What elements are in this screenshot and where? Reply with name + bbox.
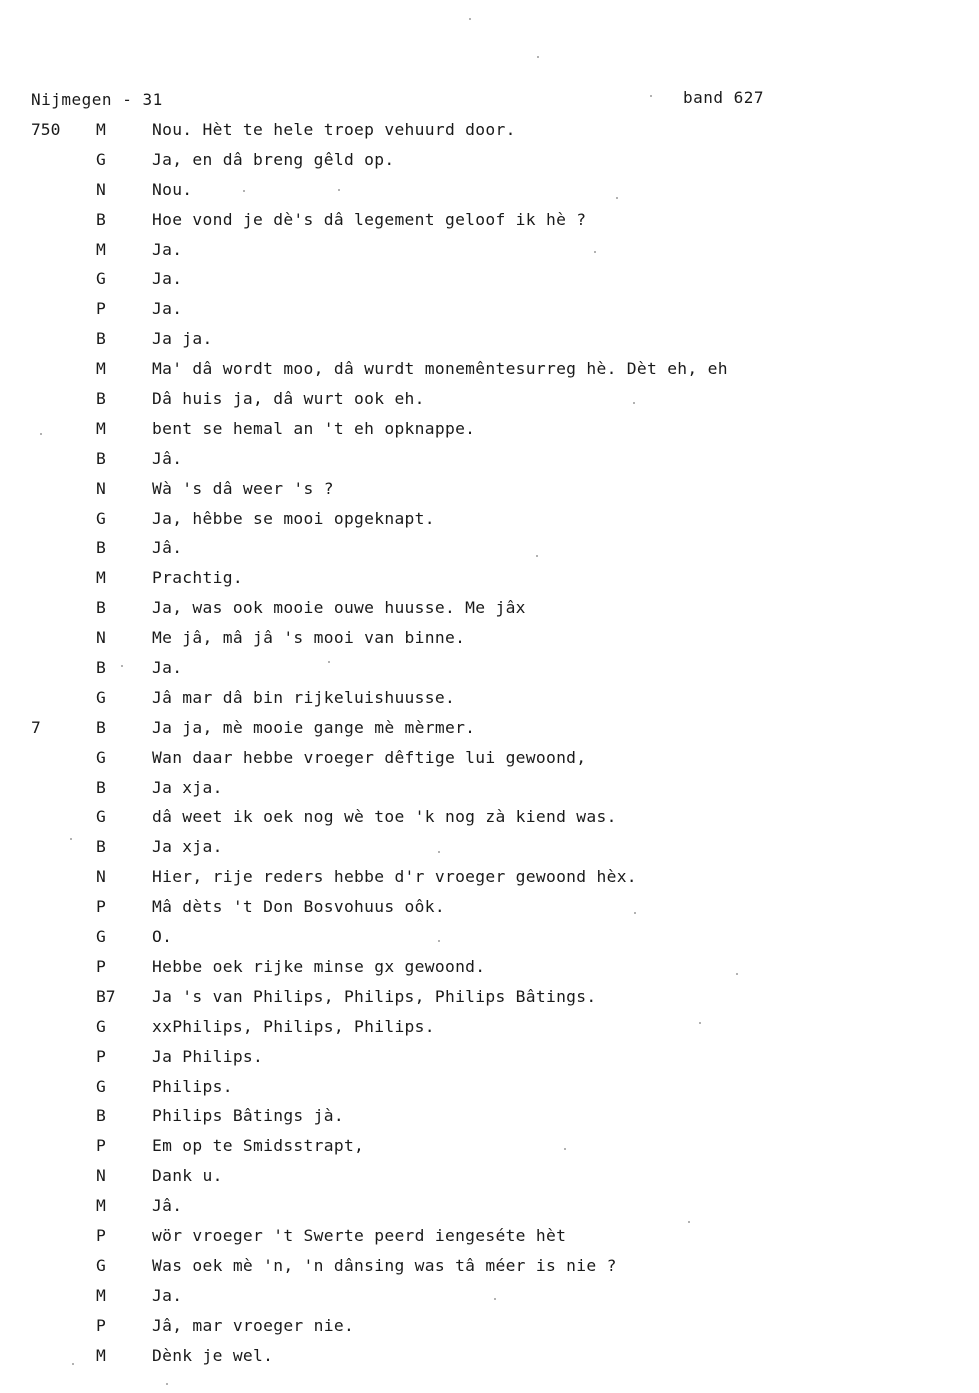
speaker-code: M <box>96 418 106 438</box>
utterance-text: Hebbe oek rijke minse gx gewoond. <box>152 956 486 976</box>
utterance-text: Jâ mar dâ bin rijkeluishuusse. <box>152 687 456 707</box>
utterance-text: Ja xja. <box>152 777 223 797</box>
utterance-text: Jâ. <box>152 1196 183 1216</box>
speaker-code: P <box>96 1136 106 1156</box>
speaker-code: B <box>96 777 106 797</box>
transcript-line <box>0 836 979 866</box>
speaker-code: G <box>96 687 106 707</box>
utterance-text: Ja Philips. <box>152 1046 264 1066</box>
transcript-line <box>0 777 979 807</box>
speaker-code: B <box>96 598 106 618</box>
utterance-text: Ma' dâ wordt moo, dâ wurdt monemêntesurreg hè. Dèt eh, eh <box>152 359 728 379</box>
utterance-text: Me jâ, mâ jâ 's mooi van binne. <box>152 628 466 648</box>
transcript-line <box>0 1345 979 1375</box>
utterance-text: Jâ. <box>152 538 183 558</box>
utterance-text: Ja, en dâ breng gêld op. <box>152 149 395 169</box>
transcript-line <box>0 1105 979 1135</box>
utterance-text: Dènk je wel. <box>152 1345 274 1365</box>
transcript-line <box>0 896 979 926</box>
transcript-line <box>0 119 979 149</box>
transcript-line <box>0 478 979 508</box>
transcript-line <box>0 448 979 478</box>
speaker-code: G <box>96 747 106 767</box>
line-number: 7 <box>31 717 41 737</box>
speaker-code: B <box>96 389 106 409</box>
speaker-code: N <box>96 179 106 199</box>
utterance-text: Dâ huis ja, dâ wurt ook eh. <box>152 389 425 409</box>
utterance-text: Wan daar hebbe vroeger dêftige lui gewoond, <box>152 747 587 767</box>
speaker-code: M <box>96 568 106 588</box>
speaker-code: B7 <box>96 986 116 1006</box>
transcript-line <box>0 537 979 567</box>
transcript-line <box>0 508 979 538</box>
speaker-code: P <box>96 1225 106 1245</box>
utterance-text: Ja. <box>152 269 183 289</box>
utterance-text: Ja. <box>152 658 183 678</box>
utterance-text: Nou. <box>152 179 193 199</box>
speaker-code: P <box>96 897 106 917</box>
utterance-text: Wà 's dâ weer 's ? <box>152 478 334 498</box>
transcript-line <box>0 1255 979 1285</box>
speaker-code: G <box>96 508 106 528</box>
utterance-text: Mâ dèts 't Don Bosvohuus oôk. <box>152 897 445 917</box>
speaker-code: M <box>96 1285 106 1305</box>
speaker-code: G <box>96 1016 106 1036</box>
utterance-text: Dank u. <box>152 1166 223 1186</box>
page-header-tape: band 627 <box>683 88 765 107</box>
speaker-code: N <box>96 478 106 498</box>
utterance-text: Ja xja. <box>152 837 223 857</box>
speaker-code: M <box>96 120 106 139</box>
transcript-line <box>0 1016 979 1046</box>
utterance-text: O. <box>152 927 173 947</box>
page-header-location: Nijmegen - 31 <box>31 90 163 109</box>
speaker-code: B <box>96 209 106 229</box>
utterance-text: bent se hemal an 't eh opknappe. <box>152 418 476 438</box>
transcript-line <box>0 627 979 657</box>
speaker-code: P <box>96 956 106 976</box>
speaker-code: N <box>96 867 106 887</box>
utterance-text: Prachtig. <box>152 568 243 588</box>
speaker-code: M <box>96 1196 106 1216</box>
speaker-code: P <box>96 299 106 319</box>
utterance-text: dâ weet ik oek nog wè toe 'k nog zà kiend was. <box>152 807 617 827</box>
utterance-text: Ja. <box>152 239 183 259</box>
transcript-line <box>0 567 979 597</box>
transcript-line <box>0 239 979 269</box>
utterance-text: Philips. <box>152 1076 233 1096</box>
speaker-code: P <box>96 1046 106 1066</box>
speaker-code: B <box>96 448 106 468</box>
utterance-text: Ja. <box>152 299 183 319</box>
utterance-text: Nou. Hèt te hele troep vehuurd door. <box>152 120 516 139</box>
transcript-line <box>0 1285 979 1315</box>
speaker-code: G <box>96 1076 106 1096</box>
speaker-code: M <box>96 239 106 259</box>
transcript-line <box>0 1046 979 1076</box>
transcript-line <box>0 687 979 717</box>
transcript-line <box>0 209 979 239</box>
utterance-text: Ja, hêbbe se mooi opgeknapt. <box>152 508 435 528</box>
transcript-line <box>0 388 979 418</box>
transcript-line <box>0 1076 979 1106</box>
transcript-line <box>0 298 979 328</box>
speaker-code: G <box>96 149 106 169</box>
utterance-text: wör vroeger 't Swerte peerd iengeséte hèt <box>152 1225 567 1245</box>
utterance-text: Was oek mè 'n, 'n dânsing was tâ méer is nie ? <box>152 1255 617 1275</box>
speaker-code: G <box>96 927 106 947</box>
utterance-text: xxPhilips, Philips, Philips. <box>152 1016 435 1036</box>
transcript-line <box>0 956 979 986</box>
speaker-code: P <box>96 1315 106 1335</box>
utterance-text: Jâ, mar vroeger nie. <box>152 1315 355 1335</box>
transcript-line <box>0 328 979 358</box>
transcript-line <box>0 717 979 747</box>
line-number: 750 <box>31 120 61 139</box>
utterance-text: Ja 's van Philips, Philips, Philips Bâtings. <box>152 986 597 1006</box>
speaker-code: G <box>96 269 106 289</box>
utterance-text: Em op te Smidsstrapt, <box>152 1136 365 1156</box>
speaker-code: B <box>96 538 106 558</box>
utterance-text: Hier, rije reders hebbe d'r vroeger gewoond hèx. <box>152 867 637 887</box>
transcript-line <box>0 926 979 956</box>
utterance-text: Ja. <box>152 1285 183 1305</box>
transcript-line <box>0 268 979 298</box>
speaker-code: B <box>96 1106 106 1126</box>
transcript-line <box>0 986 979 1016</box>
utterance-text: Ja, was ook mooie ouwe huusse. Me jâx <box>152 598 526 618</box>
transcript-line <box>0 1135 979 1165</box>
speaker-code: B <box>96 837 106 857</box>
utterance-text: Hoe vond je dè's dâ legement geloof ik hè ? <box>152 209 587 229</box>
transcript-line <box>0 1195 979 1225</box>
transcript-line <box>0 866 979 896</box>
utterance-text: Ja ja, mè mooie gange mè mèrmer. <box>152 717 476 737</box>
utterance-text: Philips Bâtings jà. <box>152 1106 344 1126</box>
transcript-line <box>0 657 979 687</box>
speaker-code: M <box>96 359 106 379</box>
speaker-code: B <box>96 658 106 678</box>
transcript-line <box>0 1315 979 1345</box>
transcript-lines <box>0 119 979 1374</box>
speaker-code: G <box>96 807 106 827</box>
transcript-line <box>0 149 979 179</box>
transcript-line <box>0 1225 979 1255</box>
utterance-text: Jâ. <box>152 448 183 468</box>
transcript-line <box>0 418 979 448</box>
transcript-line <box>0 747 979 777</box>
speaker-code: G <box>96 1255 106 1275</box>
speaker-code: B <box>96 717 106 737</box>
transcript-line <box>0 179 979 209</box>
transcript-line <box>0 806 979 836</box>
speaker-code: B <box>96 329 106 349</box>
transcript-line <box>0 1165 979 1195</box>
transcript-line <box>0 358 979 388</box>
transcript-line <box>0 597 979 627</box>
speaker-code: N <box>96 628 106 648</box>
speaker-code: N <box>96 1166 106 1186</box>
speaker-code: M <box>96 1345 106 1365</box>
utterance-text: Ja ja. <box>152 329 213 349</box>
